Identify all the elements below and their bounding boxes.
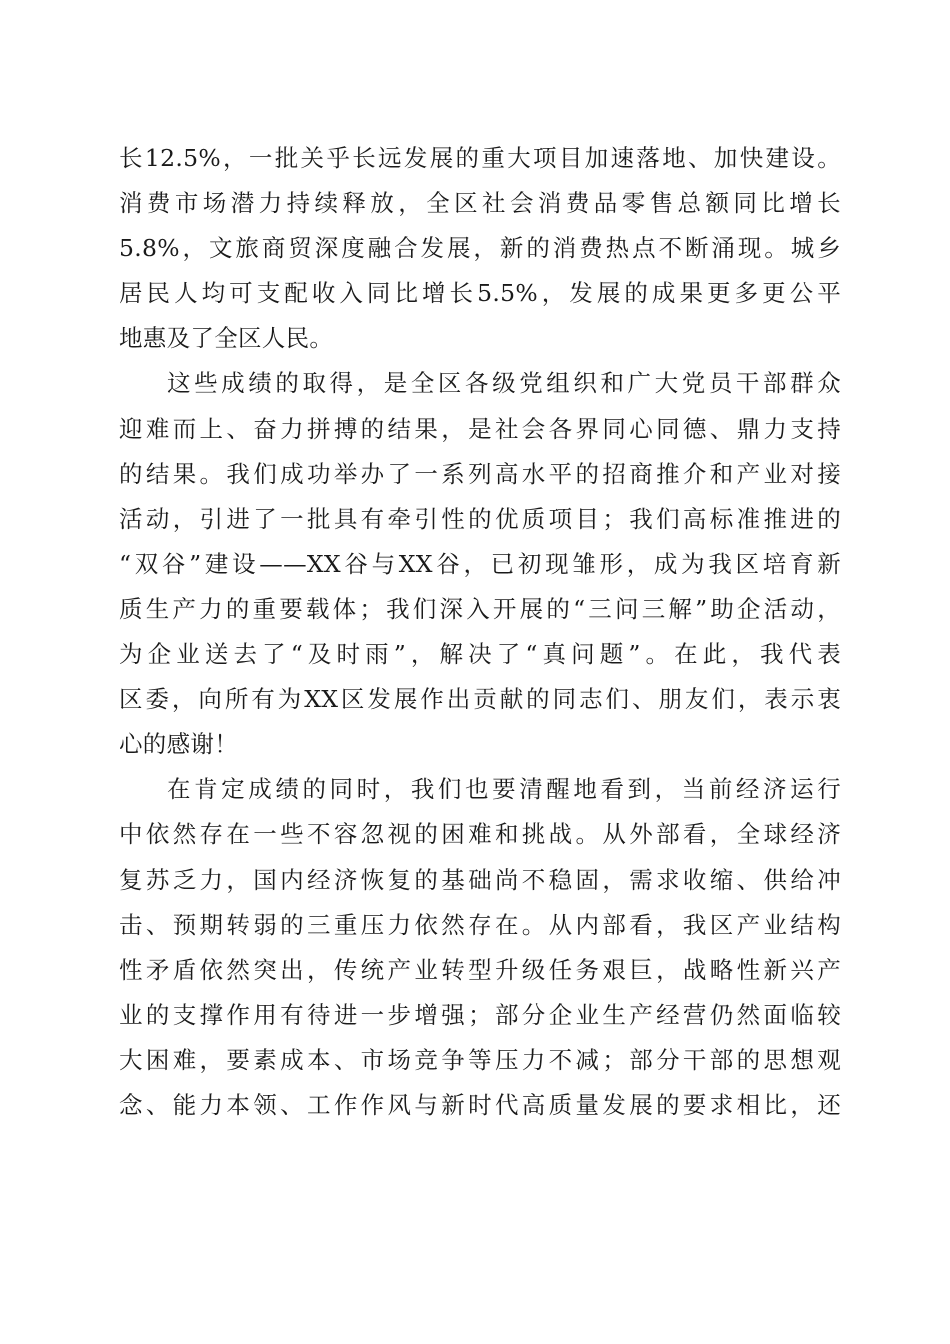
text-line: “双谷”建设——XX谷与XX谷，已初现雏形，成为我区培育新 — [119, 549, 841, 578]
text-line: 区委，向所有为XX区发展作出贡献的同志们、朋友们，表示衷 — [119, 685, 841, 714]
text-line: 击、预期转弱的三重压力依然存在。从内部看，我区产业结构 — [119, 910, 841, 939]
text-line: 中依然存在一些不容忽视的困难和挑战。从外部看，全球经济 — [119, 820, 841, 849]
text-line: 心的感谢！ — [119, 730, 238, 759]
text-line: 的结果。我们成功举办了一系列高水平的招商推介和产业对接 — [119, 459, 841, 488]
text-line: 长12.5%，一批关乎长远发展的重大项目加速落地、加快建设。 — [119, 144, 841, 172]
text-line: 消费市场潜力持续释放，全区社会消费品零售总额同比增长 — [119, 189, 841, 218]
text-line: 5.8%，文旅商贸深度融合发展，新的消费热点不断涌现。城乡 — [119, 234, 841, 263]
text-line: 复苏乏力，国内经济恢复的基础尚不稳固，需求收缩、供给冲 — [119, 865, 841, 894]
text-line: 大困难，要素成本、市场竞争等压力不减；部分干部的思想观 — [119, 1045, 841, 1074]
text-line: 念、能力本领、工作作风与新时代高质量发展的要求相比，还 — [119, 1090, 841, 1119]
text-line: 业的支撑作用有待进一步增强；部分企业生产经营仍然面临较 — [119, 1000, 841, 1029]
text-line: 这些成绩的取得，是全区各级党组织和广大党员干部群众 — [167, 369, 841, 398]
text-line: 活动，引进了一批具有牵引性的优质项目；我们高标准推进的 — [119, 504, 841, 533]
text-line: 性矛盾依然突出，传统产业转型升级任务艰巨，战略性新兴产 — [119, 955, 841, 984]
paragraph-1 — [119, 136, 841, 361]
text-line: 在肯定成绩的同时，我们也要清醒地看到，当前经济运行 — [167, 775, 841, 804]
text-line: 迎难而上、奋力拼搏的结果，是社会各界同心同德、鼎力支持 — [119, 414, 841, 443]
paragraph-2 — [119, 361, 841, 767]
text-line: 质生产力的重要载体；我们深入开展的“三问三解”助企活动， — [119, 594, 841, 623]
text-line: 居民人均可支配收入同比增长5.5%，发展的成果更多更公平 — [119, 279, 841, 308]
text-line: 为企业送去了“及时雨”，解决了“真问题”。在此，我代表 — [119, 640, 841, 669]
body-text — [119, 136, 841, 1128]
paragraph-3 — [119, 767, 841, 1128]
text-line: 地惠及了全区人民。 — [119, 324, 334, 353]
